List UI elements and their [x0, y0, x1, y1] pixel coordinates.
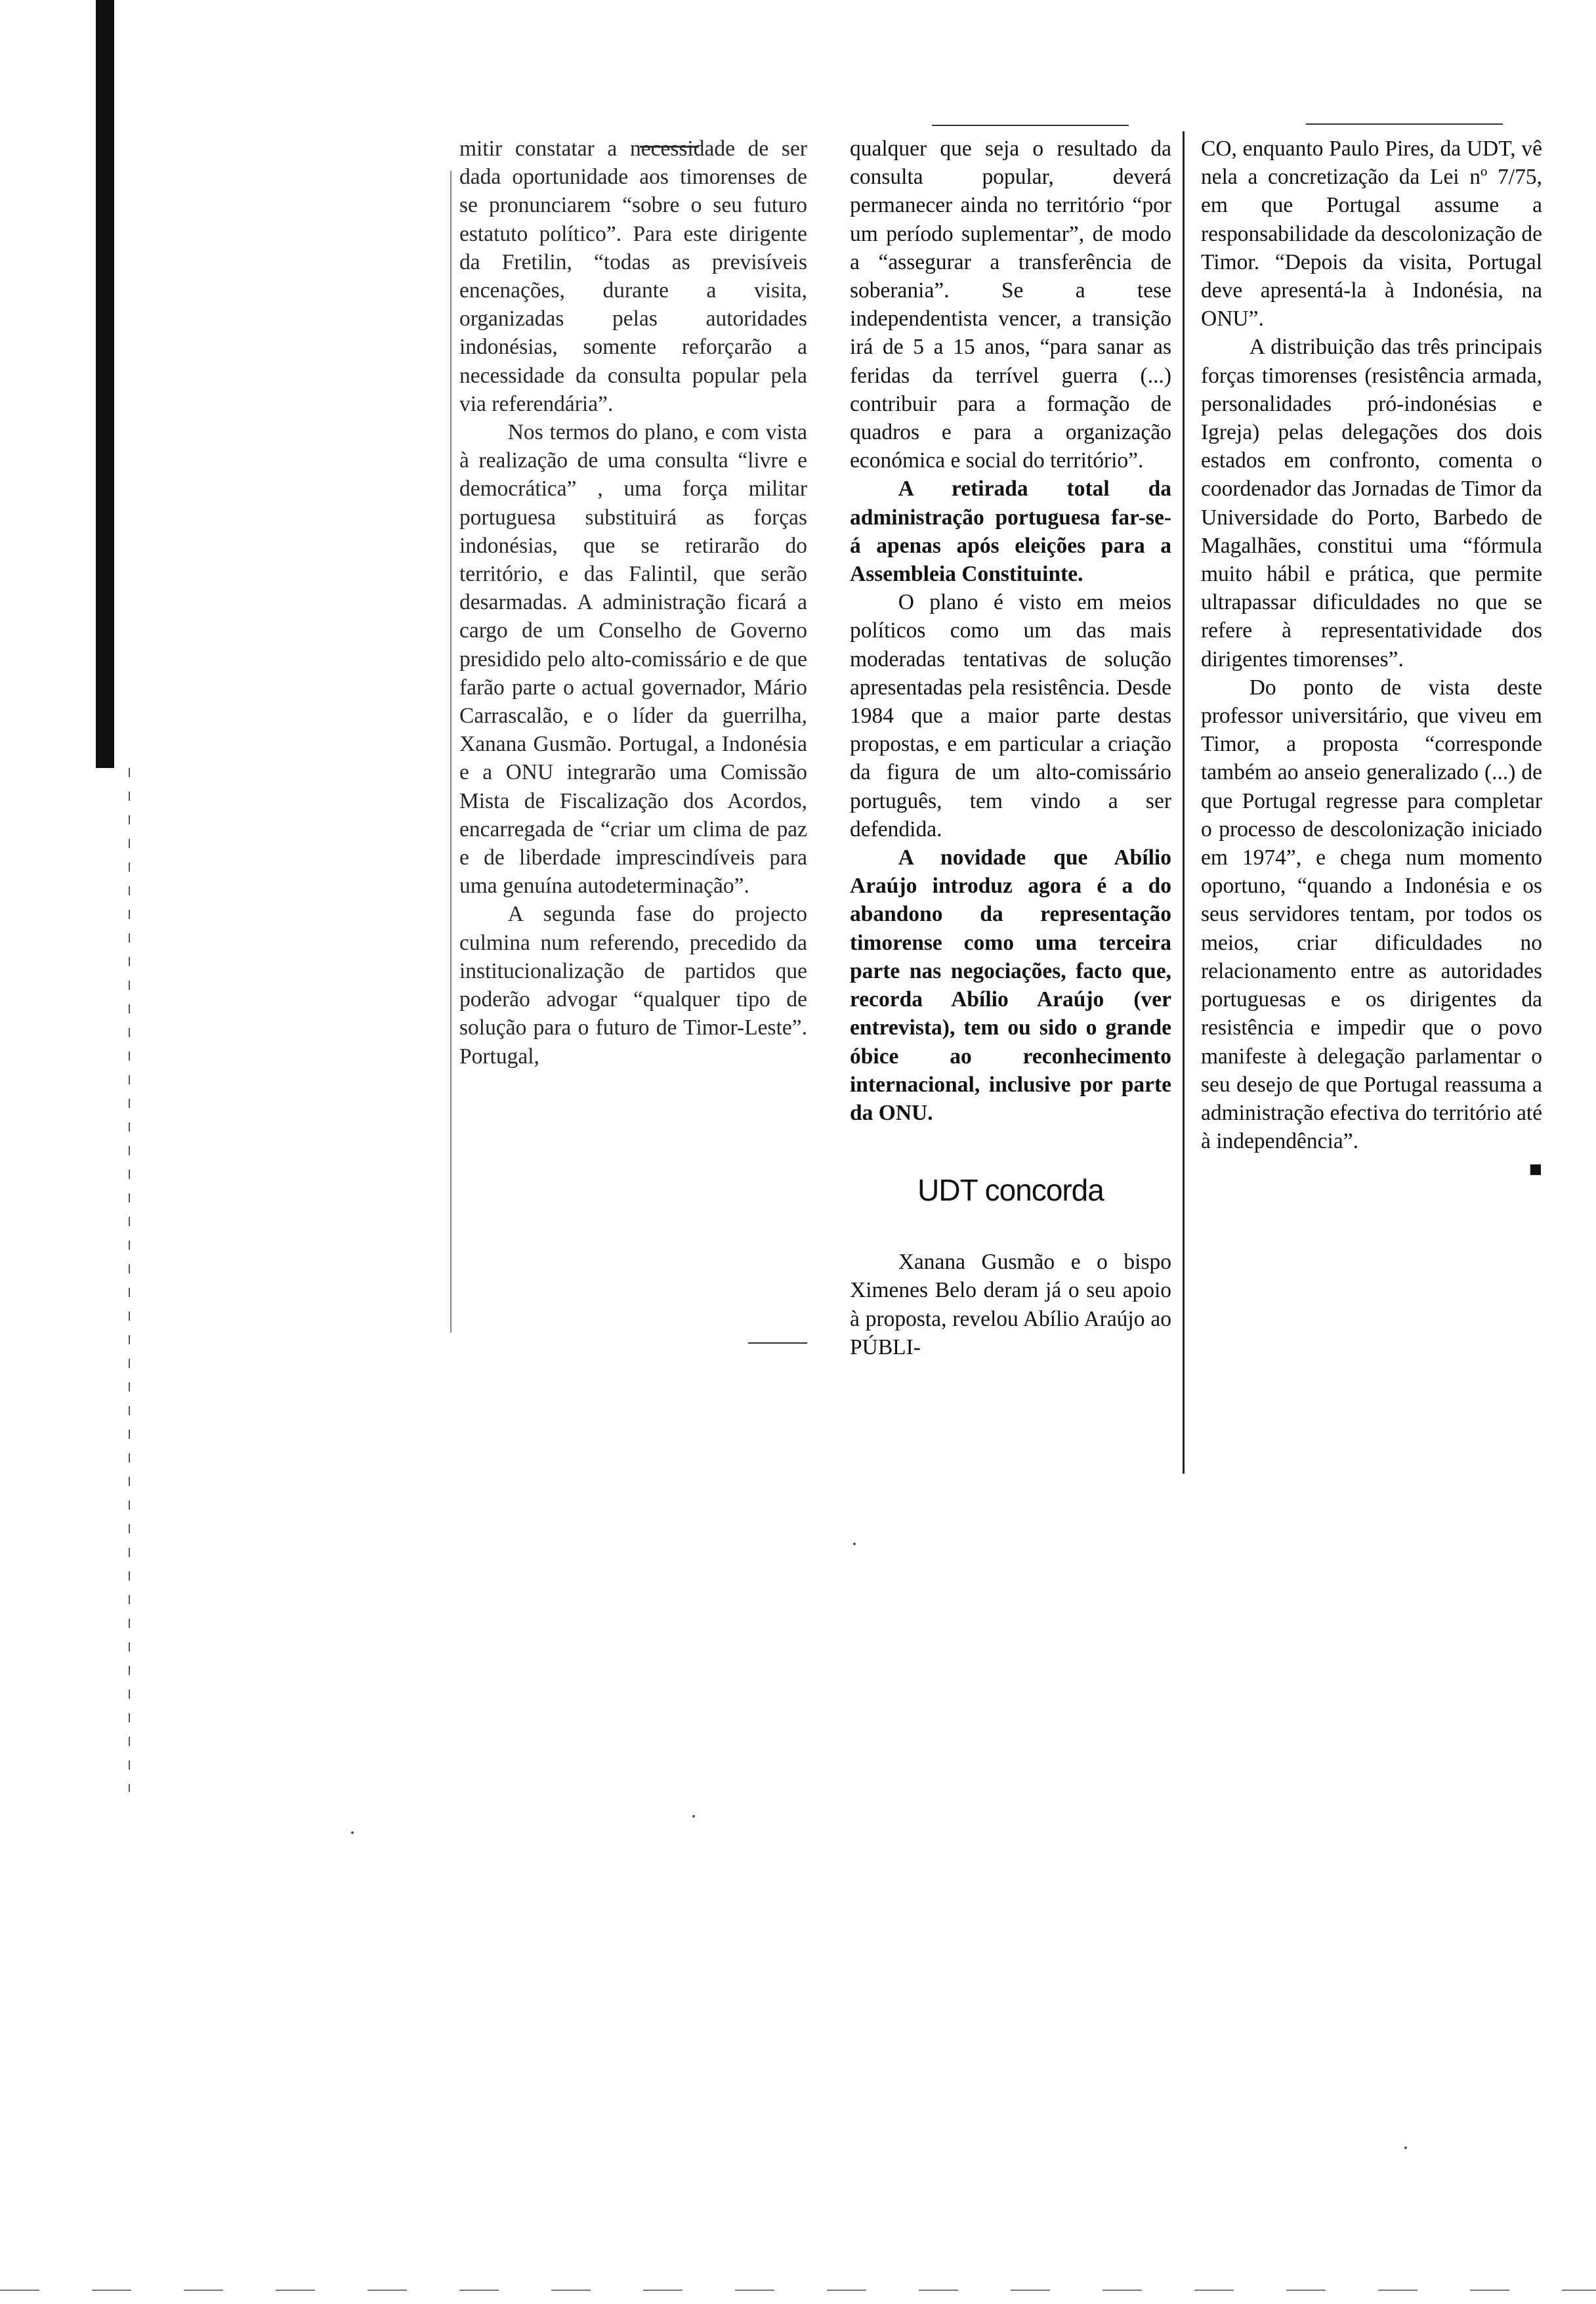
- column-rule: [450, 171, 452, 1333]
- paragraph: A retirada total da administração portuguesa far-se-á apenas após eleições para a Assembleia Constituinte.: [850, 477, 1171, 587]
- paragraph: A segunda fase do projecto culmina num referendo, precedido da institucionalização de partidos que poderão advogar “qualquer tipo de solução para o futuro de Timor-Leste”. Portugal,: [459, 902, 807, 1069]
- scan-speck: [1404, 2146, 1407, 2149]
- scan-mark: [1306, 123, 1503, 125]
- scan-edge-bar: [96, 0, 114, 768]
- paragraph: mitir constatar a necessidade de ser dada oportunidade aos timorenses de se pronunciarem “sobre o seu futuro estatuto político”. Para este dirigente da Fretilin, “todas as previsíveis encenações, durante a visita, organizadas pelas autoridades indonésias, somente reforçarão a necessidade da consulta popular pela via referendária”.: [459, 137, 807, 416]
- scan-speck: [692, 1815, 695, 1818]
- paragraph: O plano é visto em meios políticos como um das mais moderadas tentativas de solução apresentadas pela resistência. Desde 1984 que a maior parte destas propostas, e em particular a criação da figura de um alto-comissário português, tem vindo a ser defendida.: [850, 590, 1171, 842]
- scan-bottom-edge: [0, 2290, 1596, 2291]
- paragraph: A novidade que Abílio Araújo introduz agora é a do abandono da representação timorense como uma terceira parte nas negociações, facto que, recorda Abílio Araújo (ver entrevista), tem ou sido o grande óbice ao reconhecimento internacional, inclusive por parte da ONU.: [850, 845, 1171, 1125]
- scan-mark: [748, 1342, 807, 1344]
- scan-speck: [351, 1831, 354, 1834]
- paragraph: Do ponto de vista deste professor universitário, que viveu em Timor, a proposta “corresponde também ao anseio generalizado (...) de que Portugal regresse para completar o processo de descolonização iniciado em 1974”, e chega num momento oportuno, “quando a Indonésia e os seus servidores tentam, por todos os meios, criar dificuldades no relacionamento entre as autoridades portuguesas e os dirigentes da resistência e impedir que o povo manifeste à delegação parlamentar o seu desejo de que Portugal reassuma a administração efectiva do território até à independência”.: [1201, 675, 1542, 1154]
- scan-speck: [853, 1543, 856, 1545]
- paragraph: A distribuição das três principais forças timorenses (resistência armada, personalidades pró-indonésias e Igreja) pelas delegações dos dois estados em confronto, comenta o coordenador das Jornadas de Timor da Universidade do Porto, Barbedo de Magalhães, constitui uma “fórmula muito hábil e prática, que permite ultrapassar dificuldades no que se refere à representatividade dos dirigentes timorenses”.: [1201, 335, 1542, 672]
- end-of-article-mark: ■: [1528, 1157, 1542, 1182]
- column-rule: [1183, 131, 1185, 1474]
- paragraph: Nos termos do plano, e com vista à realização de uma consulta “livre e democrática” , uma força militar portuguesa substituirá as forças indonésias, que se retirarão do território, e das Falintil, que serão desarmadas. A administração ficará a cargo de um Conselho de Governo presidido pelo alto-comissário e de que farão parte o actual governador, Mário Carrascalão, e o líder da guerrilha, Xanana Gusmão. Portugal, a Indonésia e a ONU integrarão uma Comissão Mista de Fiscalização dos Acordos, encarregada de “criar um clima de paz e de liberdade imprescindíveis para uma genuína autodeterminação”.: [459, 420, 807, 899]
- paragraph: CO, enquanto Paulo Pires, da UDT, vê nela a concretização da Lei nº 7/75, em que Portugal assume a responsabilidade da descolonização de Timor. “Depois da visita, Portugal deve apresentá-la à Indonésia, na ONU”.: [1201, 137, 1542, 331]
- paragraph: qualquer que seja o resultado da consulta popular, deverá permanecer ainda no território “por um período suplementar”, de modo a “assegurar a transferência de soberania”. Se a tese independentista vencer, a transição irá de 5 a 15 anos, “para sanar as feridas da terrível guerra (...) contribuir para a formação de quadros e para a organização económica e social do território”.: [850, 137, 1171, 473]
- subheading: UDT concorda: [917, 1173, 1104, 1208]
- article-column-3: [1201, 135, 1542, 1184]
- article-column-2: [850, 135, 1171, 1361]
- paragraph: Xanana Gusmão e o bispo Ximenes Belo deram já o seu apoio à proposta, revelou Abílio Araújo ao PÚBLI-: [850, 1250, 1171, 1359]
- scan-mark: [932, 125, 1129, 126]
- paragraph: [1201, 1155, 1542, 1184]
- scan-edge-line: [129, 768, 130, 1792]
- article-column-1: [459, 135, 807, 1071]
